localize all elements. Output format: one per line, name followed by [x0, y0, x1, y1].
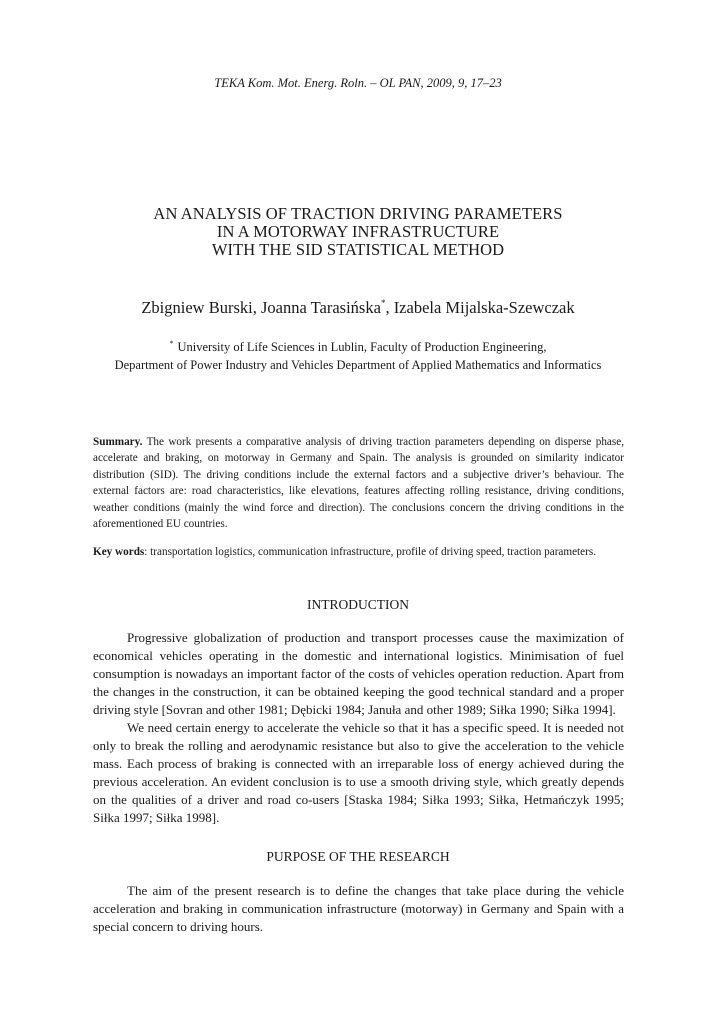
purpose-heading: PURPOSE OF THE RESEARCH	[266, 849, 450, 864]
title-line-1: AN ANALYSIS OF TRACTION DRIVING PARAMETERS	[153, 204, 563, 223]
title-line-3: WITH THE SID STATISTICAL METHOD	[211, 240, 505, 259]
authors-part-2: , Izabela Mijalska-Szewczak	[385, 298, 575, 317]
keywords-text: : transportation logistics, communication infrastructure, profile of driving speed, traction parameters.	[144, 546, 596, 558]
summary-text: The work presents a comparative analysis of driving traction parameters depending on disperse phase, accelerate and braking, on motorway in Germany and Spain. The analysis is grounded on similarity indicator distribution (SID). The driving conditions include the external factors and a subjective driver’s behaviour. The external factors are: road characteristics, like elevations, features affecting rolling resistance, driving conditions, weather conditions (mainly the wind force and direction). The conclusions concern the driving conditions in the aforementioned EU countries.	[93, 436, 624, 531]
title-line-2: IN A MOTORWAY INFRASTRUCTURE	[216, 222, 500, 241]
affiliation-footnote-mark: *	[169, 339, 174, 348]
affiliation-line-1	[0, 335, 716, 356]
author-list	[0, 298, 716, 318]
introduction-heading: INTRODUCTION	[307, 597, 409, 612]
keywords-label: Key words	[93, 546, 145, 558]
introduction-paragraph-2: We need certain energy to accelerate the vehicle so that it has a specific speed. It is needed not only to break the rolling and aerodynamic resistance but also to give the acceleration to the vehicle mass. Each process of braking is connected with an irreparable loss of energy achieved during the previous acceleration. An evident conclusion is to use a smooth driving style, which greatly depends on the qualities of a driver and road co-users [Staska 1984; Siłka 1993; Siłka, Hetmańczyk 1995; Siłka 1997; Siłka 1998].	[93, 720, 624, 825]
introduction-body	[93, 629, 624, 827]
affiliation	[0, 335, 716, 374]
keywords	[93, 544, 624, 560]
authors-part-1: Zbigniew Burski, Joanna Tarasińska	[141, 298, 381, 317]
purpose-body	[93, 882, 624, 936]
journal-reference: TEKA Kom. Mot. Energ. Roln. – OL PAN, 2009, 9, 17–23	[214, 76, 502, 90]
purpose-paragraph-1: The aim of the present research is to define the changes that take place during the vehicle acceleration and braking in communication infrastructure (motorway) in Germany and Spain with a special concern to driving hours.	[93, 883, 624, 934]
paper-title	[0, 205, 716, 259]
affiliation-line-2: Department of Power Industry and Vehicles Department of Applied Mathematics and Informatics	[114, 358, 602, 372]
summary-abstract	[93, 434, 624, 532]
author-footnote-mark: *	[380, 298, 386, 308]
introduction-paragraph-1: Progressive globalization of production and transport processes cause the maximization of economical vehicles operating in the domestic and international logistics. Minimisation of fuel consumption is nowadays an important factor of the costs of vehicles operation reduction. Apart from the changes in the construction, it can be obtained keeping the good technical standard and a proper driving style [Sovran and other 1981; Dębicki 1984; Januła and other 1989; Siłka 1990; Siłka 1994].	[93, 630, 624, 717]
affiliation-line-1-text: University of Life Sciences in Lublin, Faculty of Production Engineering,	[177, 340, 547, 354]
summary-label: Summary.	[93, 436, 143, 448]
